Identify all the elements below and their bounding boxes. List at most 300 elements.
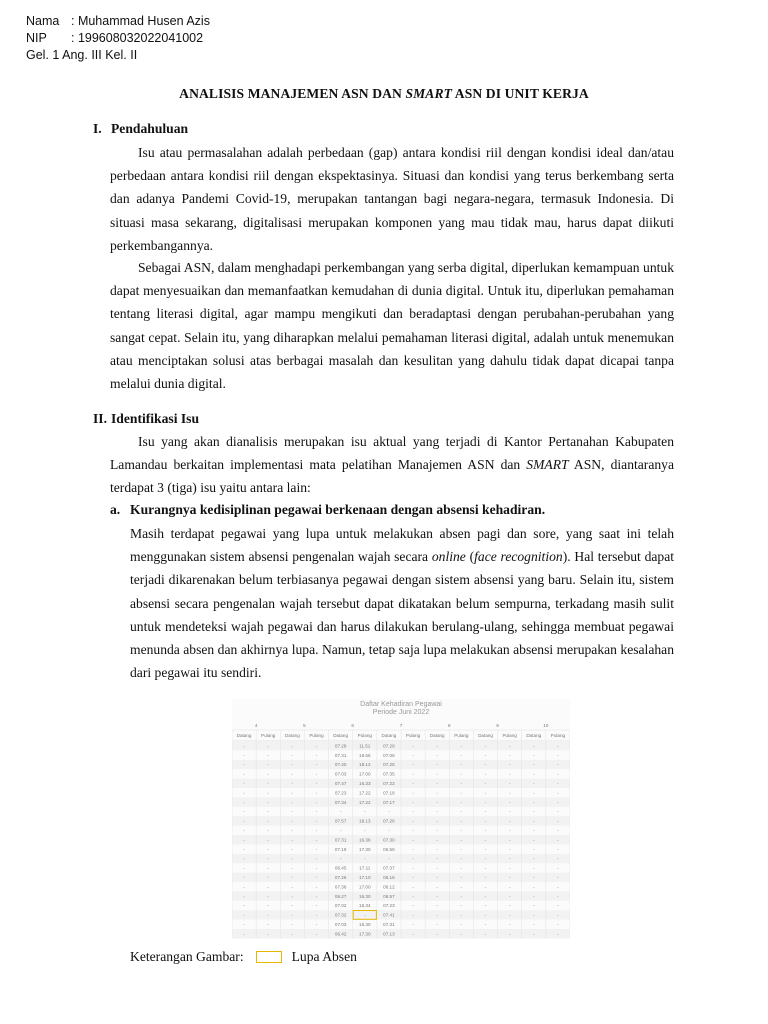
table-cell: - [315, 771, 318, 777]
figure-title [232, 701, 570, 717]
table-cell: 07.02 [334, 903, 347, 909]
table-cell: - [412, 799, 414, 805]
table-cell: - [533, 931, 535, 937]
table-cell: - [436, 799, 438, 805]
table-cell: 06.56 [383, 846, 395, 852]
table-cell: - [484, 799, 487, 805]
paragraph-intro-1: Isu atau permasalahan adalah perbedaan (gap) antara kondisi riil dengan kondisi ideal dan/atau perbedaan antara kondisi riil dengan ekspektasinya. Situasi dan kondisi yang terus berkembang serta dan adanya Pandemi Covid-19, merupakan tantangan bagi negara-negara, termasuk Indonesia. Di situasi masa sekarang, digitalisasi merupakan komponen yang mau tidak mau, harus dapat diikuti perkembangannya. [110, 145, 674, 253]
table-cell: - [267, 790, 269, 796]
table-cell: - [484, 781, 487, 786]
table-cell: 17.11 [359, 865, 371, 871]
table-cell: - [267, 809, 269, 815]
table-cell: - [484, 743, 487, 749]
table-cell: - [484, 771, 487, 777]
table-cell: - [533, 856, 535, 862]
attendance-grid [232, 721, 570, 939]
table-cell: - [291, 931, 294, 937]
table-cell: - [557, 912, 559, 918]
table-cell: - [291, 903, 294, 909]
table-cell: - [243, 837, 245, 843]
table-cell: - [508, 828, 511, 833]
sub-header-label: Datang [526, 733, 542, 738]
table-cell: - [243, 809, 245, 815]
table-cell: 16.30 [359, 893, 371, 899]
day-header: 4 [254, 723, 258, 728]
table-cell: 07.38 [334, 884, 347, 890]
sub-header-label: Pulang [357, 733, 372, 738]
table-cell: - [291, 743, 294, 749]
table-cell: - [267, 828, 269, 833]
table-cell: - [557, 828, 559, 833]
sub-header-label: Datang [333, 733, 349, 738]
table-cell: - [484, 790, 487, 796]
table-cell: - [267, 903, 269, 909]
table-cell: - [460, 818, 463, 824]
table-cell: - [364, 856, 366, 862]
table-cell: - [315, 884, 318, 890]
table-cell: - [533, 875, 535, 880]
attendance-table-image [232, 699, 570, 939]
table-cell: - [412, 903, 414, 909]
table-cell: - [388, 856, 390, 862]
table-cell: - [484, 762, 487, 768]
table-cell: - [460, 922, 463, 927]
sub-header-label: Pulang [261, 733, 276, 738]
figure-title-line1: Daftar Kehadiran Pegawai [360, 701, 442, 708]
table-cell: - [533, 884, 535, 890]
table-cell: - [460, 809, 463, 815]
table-cell: - [243, 846, 245, 852]
table-cell: 18.12 [359, 762, 371, 768]
table-cell: - [484, 752, 487, 758]
table-cell: 06.12 [383, 884, 395, 890]
table-cell: - [508, 752, 511, 758]
table-cell: - [557, 931, 559, 937]
table-cell: - [484, 893, 487, 899]
subsection-number: a. [110, 502, 121, 517]
table-cell: - [339, 856, 342, 862]
table-cell: - [267, 743, 269, 749]
table-cell: - [315, 856, 318, 862]
table-cell: - [508, 884, 511, 890]
table-cell: 07.18 [383, 790, 395, 796]
table-cell: - [243, 884, 245, 890]
table-cell: - [243, 828, 245, 833]
day-header: 9 [496, 723, 499, 728]
table-cell: - [291, 828, 294, 833]
table-cell: 06.57 [383, 893, 395, 899]
paragraph-intro-2: Sebagai ASN, dalam menghadapi perkembangan yang serba digital, diperlukan kemampuan untuk dapat menyesuaikan dan memanfaatkan kemudahan di dunia digital. Untuk itu, diperlukan pemahaman tentang literasi digital, agar mampu mengikuti dan beradaptasi dengan perubahan-perubahan yang sangat cepat. Selain itu, yang diharapkan melalui pemahaman literasi digital, adalah untuk menemukan atau menciptakan solusi atas berbagai masalah dan kesulitan yang dahulu tidak dapat dicapai tanpa melalui dunia digital. [110, 260, 674, 392]
table-cell: 07.34 [334, 799, 347, 805]
table-cell: - [412, 856, 414, 862]
table-cell: - [460, 856, 463, 862]
table-cell: - [267, 837, 269, 843]
table-cell: - [460, 865, 463, 871]
table-cell: 07.37 [383, 865, 395, 871]
title-part2: ASN DI UNIT KERJA [452, 86, 589, 101]
table-cell: - [315, 912, 318, 918]
table-cell: 16.33 [359, 781, 371, 786]
table-cell: - [484, 931, 487, 937]
table-cell: - [533, 809, 535, 815]
table-cell: - [484, 875, 487, 880]
table-cell: - [436, 875, 438, 880]
section-number: II. [93, 411, 107, 426]
subsection-title: Kurangnya kedisiplinan pegawai berkenaan dengan absensi kehadiran. [130, 502, 546, 517]
table-cell: - [267, 875, 269, 880]
table-cell: - [436, 912, 438, 918]
table-cell: - [388, 809, 390, 815]
table-cell: - [315, 809, 318, 815]
table-cell: 07.31 [334, 752, 347, 758]
sub-header-label: Datang [478, 733, 493, 738]
sub-header-label: Datang [284, 733, 300, 738]
table-cell: - [484, 865, 487, 871]
table-cell: 07.26 [383, 818, 395, 824]
table-cell: - [557, 856, 559, 862]
table-cell: - [315, 781, 318, 786]
table-cell: - [460, 884, 463, 890]
table-cell: - [533, 893, 535, 899]
table-cell: - [291, 762, 294, 768]
table-cell: - [267, 856, 269, 862]
table-cell: - [460, 875, 463, 880]
table-cell: - [291, 922, 294, 927]
table-cell: - [436, 771, 438, 777]
table-cell: - [267, 799, 269, 805]
table-cell: - [412, 818, 414, 824]
table-cell: - [557, 818, 559, 824]
table-cell: 17.00 [359, 884, 371, 890]
table-cell: - [484, 922, 487, 927]
table-cell: - [436, 828, 438, 833]
table-cell: 07.47 [334, 781, 347, 786]
group-info: Gel. 1 Ang. III Kel. II [26, 48, 138, 62]
table-cell: - [267, 771, 269, 777]
table-cell: - [436, 903, 438, 909]
table-cell: 06.42 [334, 931, 347, 937]
table-cell: - [291, 752, 294, 758]
table-cell: - [315, 752, 318, 758]
figure-legend [130, 949, 357, 965]
table-cell: - [291, 884, 294, 890]
table-cell: 07.06 [383, 752, 395, 758]
table-cell: - [436, 884, 438, 890]
title-italic: SMART [405, 86, 453, 101]
table-cell: - [484, 856, 487, 862]
table-cell: - [436, 818, 438, 824]
table-cell: - [460, 799, 463, 805]
table-cell: - [291, 846, 294, 852]
text-segment: Isu yang akan dianalisis merupakan isu aktual yang terjadi di Kantor Pertanahan Kabupaten Lamandau berkaitan implementasi mata pelatihan Manajemen ASN dan [110, 434, 674, 473]
table-cell: - [291, 771, 294, 777]
table-cell: - [243, 875, 245, 880]
sub-header-label: Pulang [454, 733, 469, 738]
table-cell: - [291, 790, 294, 796]
table-cell: - [557, 846, 559, 852]
table-cell: - [436, 846, 438, 852]
table-cell: 07.03 [334, 771, 347, 777]
table-cell: 16.56 [359, 752, 371, 758]
day-header: 10 [543, 723, 549, 728]
table-cell: - [243, 743, 245, 749]
table-cell: - [412, 865, 414, 871]
table-cell: 17.30 [359, 931, 371, 937]
table-cell: 07.13 [383, 931, 395, 937]
table-cell: - [412, 743, 414, 749]
text-italic: SMART [526, 457, 569, 473]
table-cell: - [291, 865, 294, 871]
table-cell: - [460, 790, 463, 796]
table-cell: - [243, 922, 245, 927]
table-cell: - [484, 828, 487, 833]
table-cell: - [533, 912, 535, 918]
sub-header-label: Pulang [405, 733, 421, 738]
text-italic: face recognition [474, 549, 563, 565]
table-cell: - [412, 931, 414, 937]
table-cell: - [436, 752, 438, 758]
table-cell: - [291, 781, 294, 786]
table-cell: 18.13 [359, 818, 371, 824]
day-header: 5 [303, 723, 306, 728]
sub-header-label: Pulang [502, 733, 517, 738]
table-cell: - [508, 799, 511, 805]
table-cell: - [412, 875, 414, 880]
table-cell: - [484, 903, 487, 909]
table-cell: - [267, 762, 269, 768]
table-cell: - [484, 884, 487, 890]
table-cell: - [436, 856, 438, 862]
table-cell: - [557, 922, 559, 927]
table-cell: - [412, 809, 414, 815]
table-cell: - [557, 743, 559, 749]
figure-title-line2: Periode Juni 2022 [372, 709, 430, 716]
table-cell: - [557, 884, 559, 890]
text-segment: ). Hal tersebut dapat terjadi dikarenakan belum terbiasanya pegawai dengan sistem absensi yang baru. Selain itu, sistem absensi secara pengenalan wajah tersebut dapat dikatakan belum sempurna, terkadang masih sulit untuk mendeteksi wajah pegawai dan harus dilakukan berulang-ulang, sehingga membuat pegawai menunda absen dan akhirnya lupa. Namun, tetap saja lupa melakukan absensi merupakan kesalahan dari pegawai itu sendiri. [130, 549, 675, 681]
paragraph-identifikasi [110, 430, 674, 500]
table-cell: - [484, 912, 487, 918]
table-cell: 17.10 [359, 875, 371, 880]
text-segment: Masih terdapat pegawai yang lupa untuk melakukan absen pagi dan sore, yang saat ini telah menggunakan sistem absensi pengenalan wajah secara [130, 526, 674, 565]
table-cell: - [412, 781, 414, 786]
table-cell: - [557, 809, 559, 815]
table-cell: - [557, 781, 559, 786]
table-cell: - [412, 884, 414, 890]
table-cell: - [267, 865, 269, 871]
section-heading-identifikasi [93, 411, 199, 427]
table-cell: - [508, 912, 511, 918]
table-cell: - [533, 743, 535, 749]
table-cell: 07.23 [334, 790, 347, 796]
table-cell: - [243, 818, 245, 824]
table-cell: - [460, 931, 463, 937]
title-part1: ANALISIS MANAJEMEN ASN DAN [179, 86, 406, 101]
table-cell: - [436, 931, 438, 937]
table-cell: - [243, 771, 245, 777]
table-cell: - [364, 912, 366, 918]
nip-label: NIP [26, 31, 47, 45]
table-cell: - [436, 837, 438, 843]
table-cell: - [243, 903, 245, 909]
table-cell: 16.34 [359, 903, 371, 909]
table-cell: 07.25 [383, 762, 395, 768]
table-cell: - [291, 799, 294, 805]
table-cell: - [557, 799, 559, 805]
table-cell: - [508, 875, 511, 880]
table-cell: - [508, 846, 511, 852]
table-cell: 16.36 [359, 837, 371, 843]
table-cell: - [412, 771, 414, 777]
table-cell: - [315, 931, 318, 937]
table-cell: 07.40 [334, 762, 347, 768]
table-cell: - [243, 865, 245, 871]
table-cell: 07.29 [383, 743, 395, 749]
day-header: 6 [351, 723, 354, 728]
table-cell: - [508, 903, 511, 909]
table-cell: - [315, 846, 318, 852]
author-info [26, 13, 210, 64]
table-cell: 07.31 [334, 837, 347, 843]
table-cell: - [508, 931, 511, 937]
table-cell: - [508, 781, 511, 786]
table-cell: - [533, 790, 535, 796]
table-cell: - [315, 828, 318, 833]
table-cell: - [533, 903, 535, 909]
table-cell: - [243, 752, 245, 758]
table-cell: - [291, 856, 294, 862]
table-cell: 07.19 [334, 846, 347, 852]
table-cell: - [533, 781, 535, 786]
table-cell: 07.22 [383, 781, 395, 786]
table-cell: - [315, 893, 318, 899]
table-cell: - [315, 762, 318, 768]
document-title [0, 86, 768, 102]
legend-swatch [256, 951, 282, 963]
table-cell: - [557, 762, 559, 768]
table-cell: - [508, 856, 511, 862]
table-cell: - [508, 809, 511, 815]
table-cell: 07.26 [334, 875, 347, 880]
table-cell: - [460, 771, 463, 777]
table-cell: - [291, 837, 294, 843]
table-cell: - [557, 771, 559, 777]
table-cell: 17.22 [359, 799, 371, 805]
table-cell: - [508, 818, 511, 824]
table-cell: - [508, 743, 511, 749]
table-cell: - [291, 875, 294, 880]
table-cell: - [291, 818, 294, 824]
table-cell: - [243, 790, 245, 796]
table-cell: - [533, 762, 535, 768]
table-cell: - [436, 790, 438, 796]
section-title: Identifikasi Isu [111, 411, 200, 426]
table-cell: - [533, 799, 535, 805]
table-cell: - [267, 818, 269, 824]
table-cell: - [315, 743, 318, 749]
table-cell: - [412, 762, 414, 768]
table-cell: - [508, 837, 511, 843]
table-cell: - [460, 837, 463, 843]
section-heading-pendahuluan [93, 121, 188, 137]
nip-value: : 199608032022041002 [71, 31, 204, 45]
table-cell: - [533, 837, 535, 843]
table-cell: - [267, 912, 269, 918]
table-cell: - [364, 828, 366, 833]
sub-header-label: Datang [236, 733, 252, 738]
table-cell: - [508, 922, 511, 927]
day-header: 7 [399, 723, 403, 728]
table-cell: - [291, 809, 294, 815]
table-cell: 07.41 [383, 912, 395, 918]
sub-header-label: Datang [429, 733, 445, 738]
table-cell: - [557, 893, 559, 899]
table-cell: - [460, 752, 463, 758]
table-cell: - [364, 809, 366, 815]
text-segment: ASN, diantaranya terdapat 3 (tiga) isu yaitu antara lain: [110, 457, 674, 496]
table-cell: - [315, 837, 318, 843]
table-cell: - [533, 846, 535, 852]
table-cell: - [533, 828, 535, 833]
table-cell: - [460, 762, 463, 768]
table-cell: 07.23 [383, 903, 395, 909]
table-cell: 07.35 [383, 771, 395, 777]
table-cell: - [557, 903, 559, 909]
table-cell: - [267, 931, 269, 937]
table-cell: - [412, 912, 414, 918]
table-cell: - [436, 922, 438, 927]
legend-label: Keterangan Gambar: [130, 949, 244, 964]
name-label: Nama [26, 14, 60, 28]
table-cell: - [412, 790, 414, 796]
sub-header-label: Pulang [550, 733, 566, 738]
table-cell: - [436, 762, 438, 768]
table-cell: - [557, 837, 559, 843]
table-cell: - [243, 893, 245, 899]
table-cell: - [484, 818, 487, 824]
table-cell: - [484, 846, 487, 852]
table-cell: 07.30 [383, 837, 395, 843]
table-cell: - [315, 799, 318, 805]
table-cell: - [533, 771, 535, 777]
table-cell: - [533, 818, 535, 824]
table-cell: - [460, 846, 463, 852]
table-cell: - [436, 865, 438, 871]
table-cell: - [412, 752, 414, 758]
table-cell: - [315, 875, 318, 880]
text-italic: online [431, 549, 466, 565]
table-cell: - [291, 893, 294, 899]
table-cell: - [388, 828, 390, 833]
section-title: Pendahuluan [111, 121, 189, 136]
table-cell: - [557, 752, 559, 758]
table-cell: 06.16 [383, 875, 395, 880]
paragraph-absensi [130, 522, 674, 684]
table-cell: 07.17 [383, 799, 395, 805]
sub-header-label: Datang [381, 733, 397, 738]
table-cell: - [339, 809, 342, 815]
day-header: 8 [448, 723, 451, 728]
table-cell: - [557, 790, 559, 796]
table-cell: - [243, 762, 245, 768]
text-segment: ( [465, 549, 475, 565]
table-cell: - [315, 903, 318, 909]
section-number: I. [93, 121, 102, 136]
table-cell: - [508, 893, 511, 899]
table-cell: - [412, 828, 414, 833]
table-cell: - [557, 875, 559, 880]
table-cell: - [533, 922, 535, 927]
table-cell: - [267, 884, 269, 890]
